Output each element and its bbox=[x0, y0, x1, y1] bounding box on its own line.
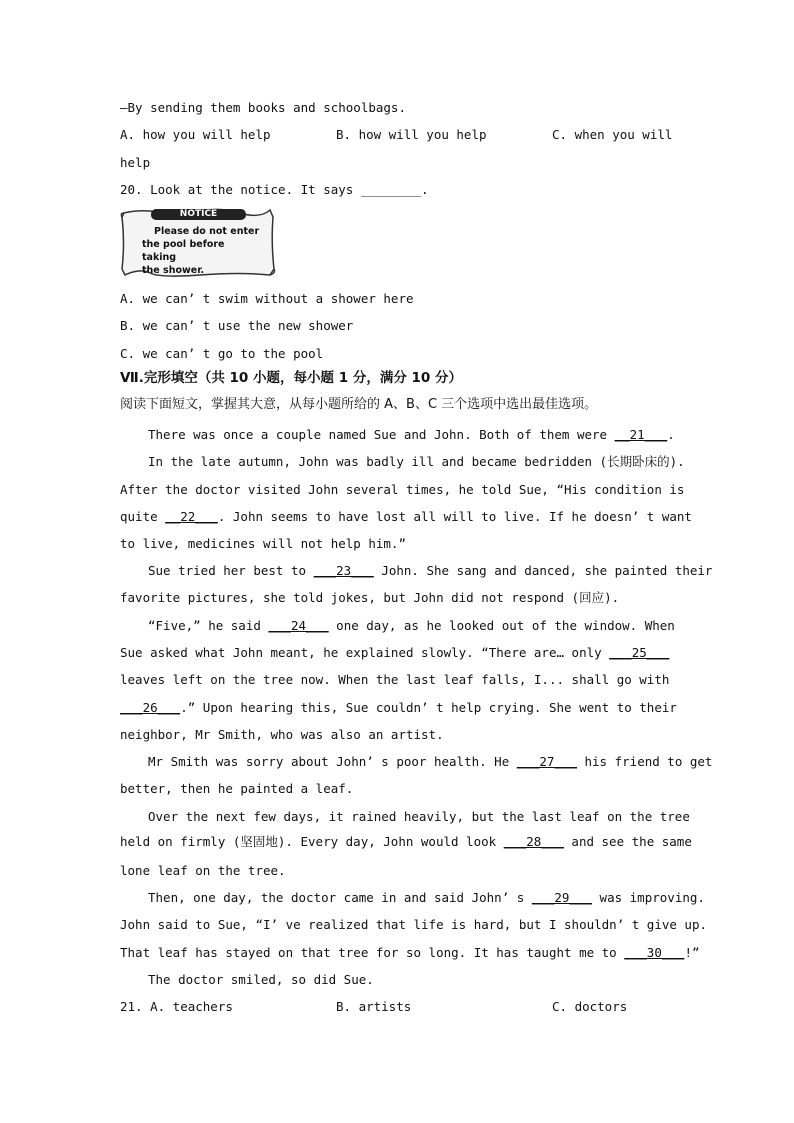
q20-option-c[interactable]: C. we can’ t go to the pool bbox=[120, 346, 324, 361]
q21-option-b[interactable]: B. artists bbox=[336, 999, 412, 1014]
notice-title: NOTICE bbox=[179, 209, 218, 219]
passage-line-11: ___26___.” Upon hearing this, Sue couldn’ t help crying. She went to their bbox=[120, 700, 677, 715]
passage-line-21: The doctor smiled, so did Sue. bbox=[148, 972, 374, 987]
notice-text bbox=[142, 225, 260, 277]
blank-27[interactable]: ___27___ bbox=[516, 754, 577, 769]
notice-line-2: the pool before taking bbox=[142, 239, 225, 263]
passage-line-5: to live, medicines will not help him.” bbox=[120, 536, 406, 551]
q19-option-a[interactable]: A. how you will help bbox=[120, 127, 271, 142]
passage-line-18: Then, one day, the doctor came in and said John’ s ___29___ was improving. bbox=[148, 890, 705, 905]
passage-line-9: Sue asked what John meant, he explained slowly. “There are… only ___25___ bbox=[120, 645, 670, 660]
passage-line-1: There was once a couple named Sue and John. Both of them were __21___. bbox=[148, 427, 675, 442]
q20-option-b[interactable]: B. we can’ t use the new shower bbox=[120, 318, 354, 333]
notice-line-1: Please do not enter bbox=[154, 226, 260, 237]
blank-23[interactable]: ___23___ bbox=[313, 563, 374, 578]
passage-line-14: better, then he painted a leaf. bbox=[120, 781, 354, 796]
q20-stem: 20. Look at the notice. It says ________. bbox=[120, 182, 429, 197]
notice-line-3: the shower. bbox=[142, 265, 205, 276]
passage-line-7: favorite pictures, she told jokes, but John did not respond (回应). bbox=[120, 590, 620, 605]
passage-line-19: John said to Sue, “I’ ve realized that life is hard, but I shouldn’ t give up. bbox=[120, 917, 707, 932]
passage-line-15: Over the next few days, it rained heavily, but the last leaf on the tree bbox=[148, 809, 690, 824]
q20-option-a[interactable]: A. we can’ t swim without a shower here bbox=[120, 291, 414, 306]
q19-option-b[interactable]: B. how will you help bbox=[336, 127, 487, 142]
passage-line-4: quite __22___. John seems to have lost all will to live. If he doesn’ t want bbox=[120, 509, 692, 524]
passage-line-6: Sue tried her best to ___23___ John. She sang and danced, she painted their bbox=[148, 563, 713, 578]
passage-line-10: leaves left on the tree now. When the last leaf falls, I... shall go with bbox=[120, 672, 670, 687]
passage-line-2: In the late autumn, John was badly ill and became bedridden (长期卧床的). bbox=[148, 454, 685, 469]
passage-line-20: That leaf has stayed on that tree for so long. It has taught me to ___30___!” bbox=[120, 945, 700, 960]
passage-line-17: lone leaf on the tree. bbox=[120, 863, 286, 878]
q21-option-a[interactable]: 21. A. teachers bbox=[120, 999, 233, 1014]
blank-21[interactable]: __21___ bbox=[614, 427, 668, 442]
q19-option-c[interactable]: C. when you will bbox=[552, 127, 673, 142]
section-instruction: 阅读下面短文，掌握其大意，从每小题所给的 A、B、C 三个选项中选出最佳选项。 bbox=[120, 397, 598, 412]
blank-26[interactable]: ___26___ bbox=[120, 700, 181, 715]
passage-line-12: neighbor, Mr Smith, who was also an artist. bbox=[120, 727, 444, 742]
passage-line-3: After the doctor visited John several times, he told Sue, “His condition is bbox=[120, 482, 685, 497]
blank-22[interactable]: __22___ bbox=[165, 509, 218, 524]
passage-line-16: held on firmly (坚固地). Every day, John would look ___28___ and see the same bbox=[120, 834, 692, 849]
blank-25[interactable]: ___25___ bbox=[609, 645, 670, 660]
passage-line-13: Mr Smith was sorry about John’ s poor health. He ___27___ his friend to get bbox=[148, 754, 713, 769]
q19-answer-line: —By sending them books and schoolbags. bbox=[120, 100, 406, 115]
q19-option-c-continued: help bbox=[120, 155, 151, 170]
passage-line-8: “Five,” he said ___24___ one day, as he looked out of the window. When bbox=[148, 618, 675, 633]
blank-30[interactable]: ___30___ bbox=[624, 945, 685, 960]
blank-29[interactable]: ___29___ bbox=[531, 890, 593, 905]
notice-image bbox=[120, 207, 277, 278]
section-heading: Ⅶ.完形填空（共 10 小题，每小题 1 分，满分 10 分） bbox=[120, 370, 463, 386]
blank-28[interactable]: ___28___ bbox=[503, 834, 564, 849]
q21-option-c[interactable]: C. doctors bbox=[552, 999, 628, 1014]
blank-24[interactable]: ___24___ bbox=[268, 618, 329, 633]
